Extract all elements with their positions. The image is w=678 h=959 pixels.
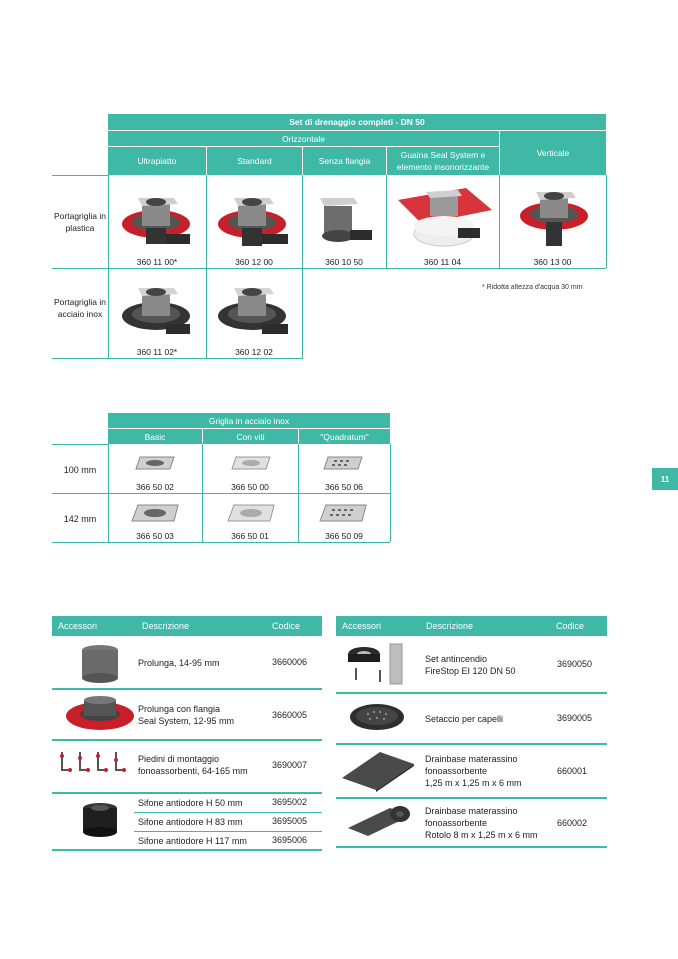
- drain-red-flange-icon: [118, 278, 198, 344]
- code-366-50-09: 366 50 09: [325, 531, 363, 541]
- row-label-142mm: 142 mm: [63, 514, 97, 524]
- accessories-left-header: [52, 616, 322, 636]
- acc-code-3695005: 3695005: [272, 816, 308, 826]
- col-verticale: Verticale: [500, 131, 606, 175]
- firestop-icon: [346, 640, 410, 688]
- header-accessori: Accessori: [58, 621, 98, 631]
- acc-desc-setaccio: Setaccio per capelli: [425, 714, 504, 724]
- code-366-50-00: 366 50 00: [231, 482, 269, 492]
- grate-table-title: Griglia in acciaio inox: [108, 413, 390, 428]
- col-con-viti: Con viti: [203, 429, 298, 444]
- code-360-11-04: 360 11 04: [423, 257, 462, 267]
- acc-desc-mat: Drainbase materassino fonoassorbente 1,25 m x 1,25 m x 6 mm: [425, 754, 522, 788]
- group-horizontal: Orizzontale: [108, 131, 499, 146]
- col-senza-flangia: Senza flangia: [303, 147, 386, 175]
- row-label-100mm: 100 mm: [63, 465, 97, 475]
- acc-code-3695006: 3695006: [272, 835, 308, 845]
- mounting-feet-icon: [56, 748, 132, 780]
- code-360-12-00: 360 12 00: [235, 257, 273, 267]
- acc-desc-sifone-117: Sifone antiodore H 117 mm: [138, 836, 247, 846]
- siphon-icon: [78, 800, 122, 842]
- grate-icon: [134, 455, 178, 473]
- accessories-right-header: [336, 616, 607, 636]
- drain-red-flange-icon: [118, 184, 198, 254]
- header-descrizione: Descrizione: [142, 621, 190, 631]
- acc-desc-prolunga: Prolunga, 14-95 mm: [138, 658, 220, 668]
- header-accessori: Accessori: [342, 621, 382, 631]
- code-360-11-02: 360 11 02*: [136, 347, 178, 357]
- acc-code-3695002: 3695002: [272, 797, 308, 807]
- header-codice: Codice: [556, 621, 585, 631]
- col-quadratum: "Quadratum": [299, 429, 390, 444]
- mat-icon: [340, 748, 416, 792]
- mat-roll-icon: [344, 802, 414, 840]
- acc-desc-sifone-50: Sifone antiodore H 50 mm: [138, 798, 243, 808]
- grate-icon: [230, 455, 274, 473]
- drain-red-flange-icon: [214, 278, 294, 344]
- acc-desc-firestop: Set antincendio FireStop EI 120 DN 50: [425, 654, 516, 676]
- grate-icon: [318, 503, 370, 525]
- code-360-13-00: 360 13 00: [533, 257, 572, 267]
- code-366-50-03: 366 50 03: [136, 531, 174, 541]
- acc-desc-sifone-83: Sifone antiodore H 83 mm: [138, 817, 243, 827]
- extension-icon: [78, 642, 122, 684]
- code-366-50-06: 366 50 06: [325, 482, 363, 492]
- page-number: 11: [652, 468, 678, 490]
- acc-desc-piedini: Piedini di montaggio fonoassorbenti, 64-165 mm: [138, 754, 248, 776]
- row-label-inox: Portagriglia in acciaio inox: [54, 297, 106, 319]
- drain-seal-system-icon: [392, 182, 496, 254]
- col-ultrapiatto: Ultrapiatto: [108, 147, 206, 175]
- drain-vertical-icon: [514, 184, 594, 254]
- acc-code-660001: 660001: [557, 766, 588, 776]
- acc-code-3660006: 3660006: [272, 657, 308, 667]
- footnote: * Ridotta altezza d'acqua 30 mm: [482, 284, 583, 291]
- header-codice: Codice: [272, 621, 301, 631]
- drain-red-flange-icon: [214, 184, 294, 254]
- grate-icon: [226, 503, 278, 525]
- drain-table-title: Set di drenaggio completi - DN 50: [108, 114, 606, 130]
- row-label-plastica: Portagriglia in plastica: [54, 211, 106, 233]
- code-360-10-50: 360 10 50: [325, 257, 363, 267]
- drain-no-flange-icon: [310, 190, 380, 254]
- acc-code-3690005: 3690005: [557, 713, 593, 723]
- code-360-11-00: 360 11 00*: [136, 257, 178, 267]
- col-standard: Standard: [207, 147, 302, 175]
- col-basic: Basic: [108, 429, 202, 444]
- acc-desc-roll: Drainbase materassino fonoassorbente Rotolo 8 m x 1,25 m x 6 mm: [425, 806, 538, 840]
- grate-icon: [130, 503, 182, 525]
- acc-code-3690007: 3690007: [272, 760, 308, 770]
- col-guaina: Guaina Seal System e elemento insonorizzante: [387, 147, 499, 175]
- acc-desc-prolunga-flangia: Prolunga con flangia Seal System, 12-95 mm: [138, 704, 235, 726]
- code-366-50-02: 366 50 02: [136, 482, 174, 492]
- acc-code-3690050: 3690050: [557, 659, 593, 669]
- grate-icon: [322, 455, 366, 473]
- acc-code-3660005: 3660005: [272, 710, 308, 720]
- extension-icon: [62, 692, 138, 736]
- header-descrizione: Descrizione: [426, 621, 474, 631]
- acc-code-660002: 660002: [557, 818, 588, 828]
- code-360-12-02: 360 12 02: [235, 347, 273, 357]
- code-366-50-01: 366 50 01: [231, 531, 269, 541]
- hair-strainer-icon: [348, 700, 406, 734]
